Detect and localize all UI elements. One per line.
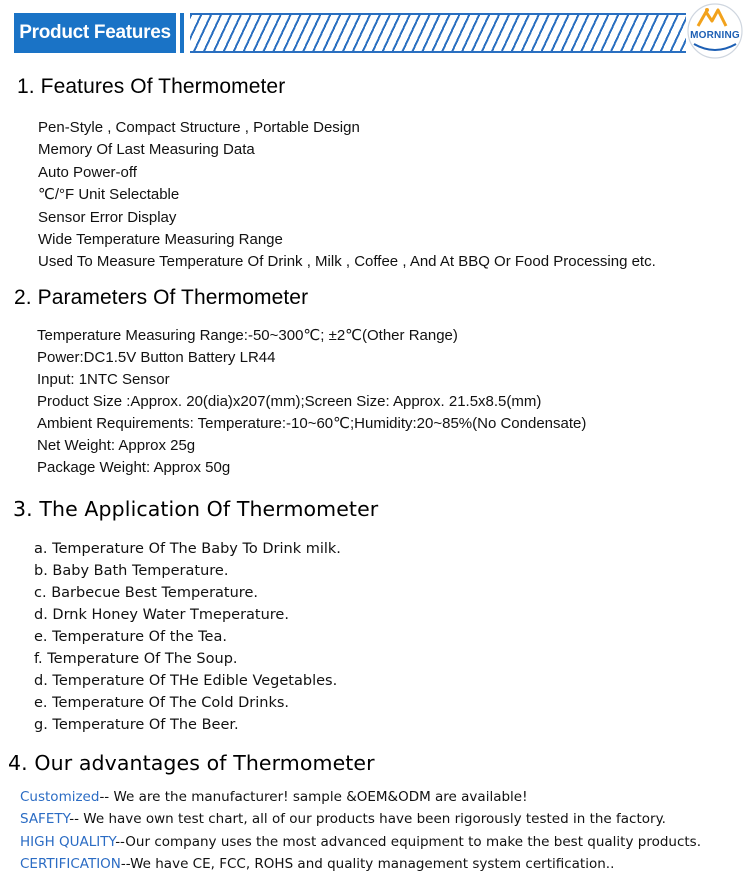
list-item bbox=[20, 808, 720, 830]
list-item: Sensor Error Display bbox=[38, 208, 177, 226]
list-item: Pen-Style , Compact Structure , Portable Design bbox=[38, 119, 360, 136]
header-banner bbox=[14, 13, 686, 53]
list-item: d. Drnk Honey Water Tmeperature. bbox=[34, 607, 289, 623]
banner-stripes bbox=[190, 13, 686, 53]
list-item: g. Temperature Of The Beer. bbox=[34, 717, 239, 733]
list-item: c. Barbecue Best Temperature. bbox=[34, 585, 258, 601]
list-item bbox=[20, 786, 720, 808]
list-item: Auto Power-off bbox=[38, 163, 137, 181]
section-1-heading: 1. Features Of Thermometer bbox=[17, 75, 286, 98]
list-item: Ambient Requirements: Temperature:-10~60℃;Humidity:20~85%(No Condensate) bbox=[37, 415, 587, 432]
section-2-heading: 2. Parameters Of Thermometer bbox=[14, 286, 309, 309]
list-item: b. Baby Bath Temperature. bbox=[34, 563, 229, 579]
application-list bbox=[34, 538, 341, 736]
list-item: Temperature Measuring Range:-50~300℃; ±2℃(Other Range) bbox=[37, 327, 458, 344]
advantage-text: -- We are the manufacturer! sample &OEM&ODM are available! bbox=[99, 789, 528, 805]
advantage-key: CERTIFICATION bbox=[20, 856, 121, 873]
brand-logo bbox=[684, 2, 746, 60]
banner-title: Product Features bbox=[14, 13, 180, 53]
list-item: Net Weight: Approx 25g bbox=[37, 437, 196, 454]
list-item bbox=[20, 831, 720, 853]
list-item: e. Temperature Of the Tea. bbox=[34, 629, 227, 645]
list-item: d. Temperature Of THe Edible Vegetables. bbox=[34, 673, 338, 689]
advantages-list bbox=[20, 786, 720, 876]
list-item: f. Temperature Of The Soup. bbox=[34, 651, 238, 667]
list-item: ℃/°F Unit Selectable bbox=[38, 186, 180, 204]
list-item: Package Weight: Approx 50g bbox=[37, 459, 231, 476]
list-item: e. Temperature Of The Cold Drinks. bbox=[34, 695, 290, 711]
list-item bbox=[20, 853, 720, 875]
section-4-heading: 4. Our advantages of Thermometer bbox=[8, 751, 375, 775]
list-item: a. Temperature Of The Baby To Drink milk. bbox=[34, 541, 341, 557]
list-item: Wide Temperature Measuring Range bbox=[38, 230, 283, 248]
advantage-key: Customized bbox=[20, 789, 100, 805]
advantage-key: SAFETY bbox=[20, 811, 70, 828]
list-item: Product Size :Approx. 20(dia)x207(mm);Screen Size: Approx. 21.5x8.5(mm) bbox=[37, 393, 542, 410]
parameters-list bbox=[37, 325, 586, 479]
advantage-key: HIGH QUALITY bbox=[20, 833, 116, 850]
section-3-heading: 3. The Application Of Thermometer bbox=[13, 497, 379, 521]
list-item: Memory Of Last Measuring Data bbox=[38, 141, 255, 159]
advantage-text: --Our company uses the most advanced equipment to make the best quality products. bbox=[115, 833, 701, 850]
advantage-text: -- We have own test chart, all of our products have been rigorously tested in the factory. bbox=[69, 811, 666, 828]
list-item: Power:DC1.5V Button Battery LR44 bbox=[37, 349, 276, 366]
list-item: Input: 1NTC Sensor bbox=[37, 371, 170, 388]
advantage-text: --We have CE, FCC, ROHS and quality management system certification.. bbox=[120, 856, 615, 873]
list-item: Used To Measure Temperature Of Drink , Milk , Coffee , And At BBQ Or Food Processing etc. bbox=[38, 253, 656, 271]
features-list bbox=[38, 117, 656, 274]
logo-text: MORNING bbox=[690, 30, 740, 41]
